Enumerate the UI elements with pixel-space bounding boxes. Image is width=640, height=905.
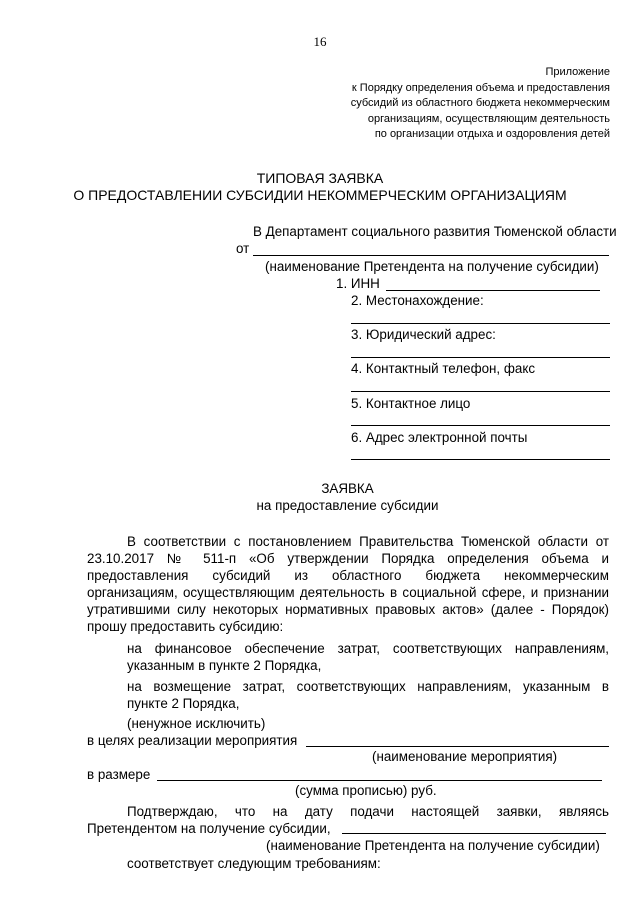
option-reimbursement-line2[interactable]: пункте 2 Порядка,	[127, 696, 240, 711]
confirm-line2: Претендентом на получение субсидии,	[87, 821, 331, 836]
requirements-line: соответствует следующим требованиям:	[127, 856, 381, 871]
confirm-line1: Подтверждаю, что на дату подачи настоящей заявки, являясь	[127, 804, 609, 819]
event-caption: (наименование мероприятия)	[372, 749, 558, 764]
location-line[interactable]	[351, 323, 610, 324]
application-title: ЗАЯВКА	[321, 481, 374, 496]
contact-person-line[interactable]	[351, 425, 610, 426]
phone-line[interactable]	[351, 391, 610, 392]
option-reimbursement-line1[interactable]: на возмещение затрат, соответствующих направлениям, указанным в	[127, 679, 609, 694]
annex-block	[351, 65, 610, 143]
page-number: 16	[313, 34, 327, 49]
form-title-line2: О ПРЕДОСТАВЛЕНИИ СУБСИДИИ НЕКОММЕРЧЕСКИМ ОРГАНИЗАЦИЯМ	[73, 187, 567, 203]
phone-label: 4. Контактный телефон, факс	[351, 361, 536, 376]
annex-line: Приложение	[545, 66, 610, 78]
form-title-line1: ТИПОВАЯ ЗАЯВКА	[256, 170, 384, 186]
body-line: прошу предоставить субсидию:	[87, 619, 284, 634]
application-subtitle: на предоставление субсидии	[256, 498, 439, 513]
option-financing-line1[interactable]: на финансовое обеспечение затрат, соответствующих направлениям,	[127, 641, 609, 656]
applicant-name-caption: (наименование Претендента на получение субсидии)	[265, 259, 599, 274]
email-label: 6. Адрес электронной почты	[351, 430, 528, 445]
body-line: организациям, осуществляющим деятельность в социальной сфере, и признании	[87, 585, 609, 600]
body-line: утратившими силу некоторых нормативных правовых актов» (далее - Порядок)	[87, 602, 609, 617]
event-label: в целях реализации мероприятия	[87, 733, 298, 748]
body-line: В соответствии с постановлением Правительства Тюменской области от	[127, 534, 609, 549]
email-line[interactable]	[351, 459, 610, 460]
contact-person-label: 5. Контактное лицо	[351, 396, 471, 411]
annex-line: субсидий из областного бюджета некоммерческим	[350, 97, 610, 109]
inn-line[interactable]	[386, 290, 600, 291]
body-line: 23.10.2017 № 511-п «Об утверждении Порядка определения объема и	[87, 551, 609, 566]
legal-address-line[interactable]	[351, 357, 610, 358]
confirm-caption: (наименование Претендента на получение субсидии)	[266, 838, 600, 853]
option-financing-line2[interactable]: указанным в пункте 2 Порядка,	[127, 658, 322, 673]
annex-line: организациям, осуществляющим деятельность	[367, 112, 610, 125]
confirm-applicant-line[interactable]	[342, 833, 606, 834]
inn-label: 1. ИНН	[336, 276, 380, 291]
strike-note: (ненужное исключить)	[127, 716, 266, 731]
legal-address-label: 3. Юридический адрес:	[351, 327, 496, 342]
addressee-from-label: от	[236, 241, 250, 256]
body-line: предоставления субсидий из областного бюджета некоммерческим	[87, 568, 609, 583]
annex-line: к Порядку определения объема и предоставления	[351, 81, 610, 94]
addressee-to: В Департамент социального развития Тюменской области	[253, 224, 617, 239]
event-name-line[interactable]	[306, 746, 609, 747]
amount-label: в размере	[87, 767, 151, 782]
applicant-name-line[interactable]	[253, 255, 609, 256]
annex-line: по организации отдыха и оздоровления детей	[374, 128, 610, 140]
amount-caption: (сумма прописью) руб.	[295, 783, 437, 798]
location-label: 2. Местонахождение:	[351, 293, 484, 308]
amount-line[interactable]	[157, 780, 602, 781]
